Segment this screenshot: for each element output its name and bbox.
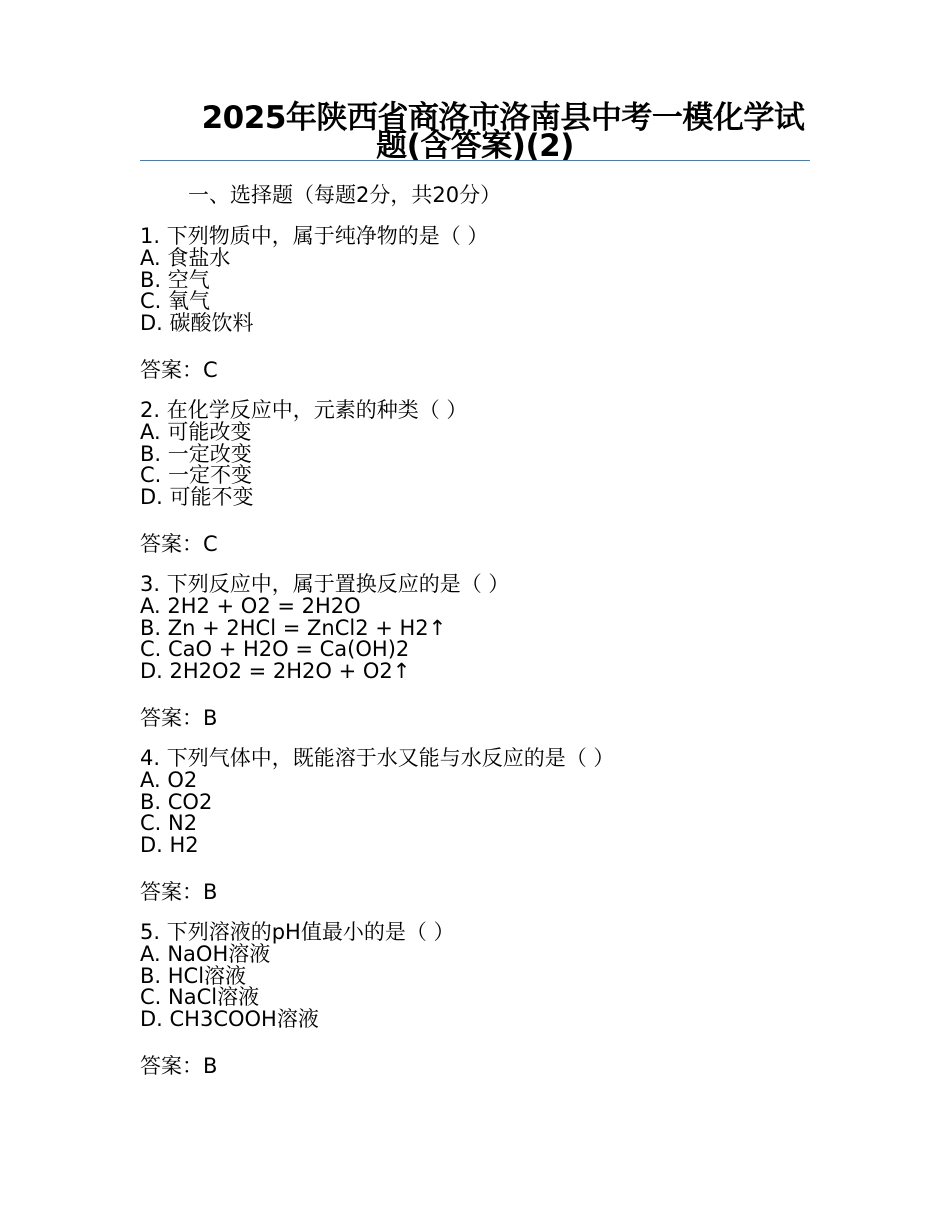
document-title: 2025年陕西省商洛市洛南县中考一模化学试题(含答案)(2) bbox=[201, 100, 805, 164]
option-a: A. NaOH溶液 bbox=[140, 941, 271, 966]
answer-line: 答案：C bbox=[140, 531, 218, 556]
option-c: C. N2 bbox=[140, 811, 198, 836]
option-d: D. CH3COOH溶液 bbox=[140, 1007, 319, 1032]
question-list bbox=[140, 226, 840, 1096]
question-item bbox=[140, 400, 840, 574]
option-b: B. HCl溶液 bbox=[140, 963, 247, 988]
option-c: C. 氧气 bbox=[140, 289, 211, 314]
option-b: B. 空气 bbox=[140, 267, 210, 292]
question-stem: 2. 在化学反应中，元素的种类（ ） bbox=[140, 398, 468, 422]
question-item bbox=[140, 922, 840, 1096]
option-a: A. 食盐水 bbox=[140, 245, 231, 270]
option-b: B. Zn + 2HCl = ZnCl2 + H2↑ bbox=[140, 615, 447, 640]
question-stem: 5. 下列溶液的pH值最小的是（ ） bbox=[140, 920, 455, 944]
answer-line: 答案：B bbox=[140, 879, 218, 904]
option-d: D. 2H2O2 = 2H2O + O2↑ bbox=[140, 659, 411, 684]
option-c: C. CaO + H2O = Ca(OH)2 bbox=[140, 637, 410, 662]
option-a: A. 可能改变 bbox=[140, 419, 252, 444]
question-stem: 1. 下列物质中，属于纯净物的是（ ） bbox=[140, 224, 489, 248]
question-item bbox=[140, 226, 840, 400]
option-b: B. 一定改变 bbox=[140, 441, 252, 466]
answer-line: 答案：B bbox=[140, 1053, 218, 1078]
option-c: C. 一定不变 bbox=[140, 463, 253, 488]
option-d: D. 可能不变 bbox=[140, 485, 254, 510]
option-c: C. NaCl溶液 bbox=[140, 985, 260, 1010]
answer-line: 答案：C bbox=[140, 357, 218, 382]
question-item bbox=[140, 574, 840, 748]
option-d: D. 碳酸饮料 bbox=[140, 311, 254, 336]
option-a: A. 2H2 + O2 = 2H2O bbox=[140, 593, 361, 618]
section-heading: 一、选择题（每题2分，共20分） bbox=[188, 183, 502, 207]
option-a: A. O2 bbox=[140, 767, 198, 792]
question-stem: 3. 下列反应中，属于置换反应的是（ ） bbox=[140, 572, 510, 596]
option-d: D. H2 bbox=[140, 833, 199, 858]
answer-line: 答案：B bbox=[140, 705, 218, 730]
title-underline bbox=[140, 160, 810, 161]
question-item bbox=[140, 748, 840, 922]
option-b: B. CO2 bbox=[140, 789, 213, 814]
question-stem: 4. 下列气体中，既能溶于水又能与水反应的是（ ） bbox=[140, 746, 615, 770]
